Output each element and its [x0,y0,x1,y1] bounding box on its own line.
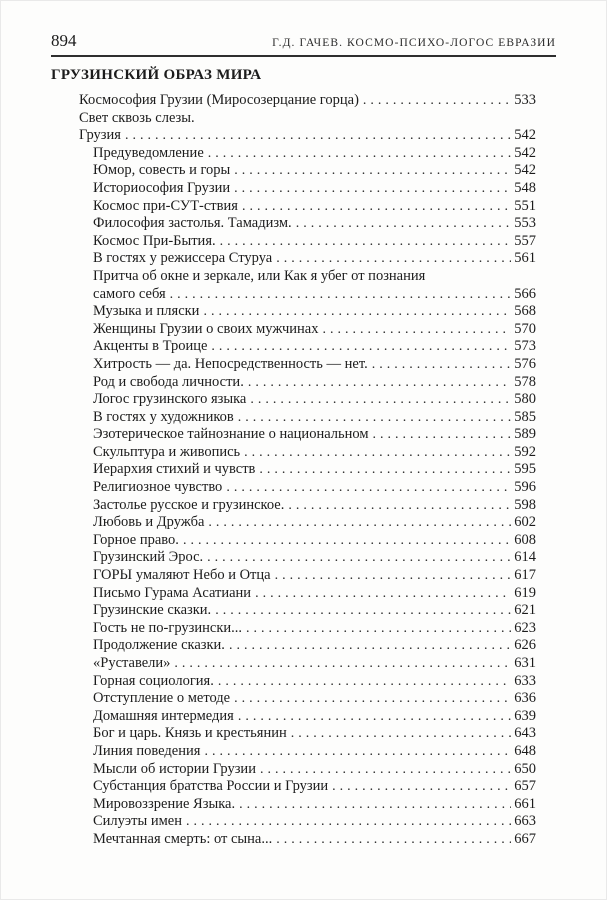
toc-entry-page: 633 [514,672,536,689]
toc-entry [51,761,536,779]
toc-leader-dots [248,374,511,392]
toc-entry-page: 667 [514,830,536,847]
toc-leader-dots [186,813,511,831]
toc-entry [51,690,536,708]
toc-entry [51,356,536,374]
toc-entry [51,461,536,479]
toc-entry [51,708,536,726]
toc-leader-dots [288,497,511,515]
toc-entry-title: Род и свобода личности. [93,373,244,390]
toc-entry [51,162,536,180]
toc-entry [51,725,536,743]
toc-entry [51,233,536,251]
toc-entry [51,585,536,603]
toc-entry-page: 650 [514,760,536,777]
toc-entry-title: Грузинские сказки. [93,602,212,619]
toc-leader-dots [208,145,511,163]
toc-entry-page: 657 [514,778,536,795]
toc-entry-title: Притча об окне и зеркале, или Как я убег от познания [93,267,426,284]
toc-leader-dots [125,127,511,145]
toc-leader-dots [244,444,511,462]
toc-entry-title: Космос при-СУТ-ствия [93,197,238,214]
toc-entry-title: Свет сквозь слезы. [79,109,195,126]
toc-entry-title: ГОРЫ умаляют Небо и Отца [93,567,271,584]
toc-leader-dots [246,620,511,638]
toc-leader-dots [234,162,511,180]
toc-entry-title: Мировоззрение Языка. [93,795,236,812]
toc-entry [51,813,536,831]
toc-entry-title: Любовь и Дружба [93,514,205,531]
toc-entry-page: 626 [514,637,536,654]
toc-entry [51,655,536,673]
toc-entry-title: Мысли об истории Грузии [93,760,256,777]
toc-leader-dots [234,180,511,198]
toc-entry [51,567,536,585]
toc-entry-title: Философия застолья. Тамадизм. [93,215,292,232]
toc-entry [51,444,536,462]
toc-leader-dots [275,567,512,585]
toc-entry-page: 580 [514,391,536,408]
toc-entry-page: 661 [514,795,536,812]
toc-leader-dots [229,637,511,655]
toc-entry-page: 592 [514,443,536,460]
toc-entry-title: Грузия [79,127,121,144]
toc-entry-title: Историософия Грузии [93,179,231,196]
toc-entry-page: 621 [514,602,536,619]
toc-leader-dots [239,796,511,814]
toc-entry-title: Женщины Грузии о своих мужчинах [93,320,319,337]
toc-entry [51,602,536,620]
toc-leader-dots [211,338,511,356]
toc-entry-page: 576 [514,355,536,372]
toc-entry [51,110,536,128]
toc-entry-page: 568 [514,303,536,320]
toc-leader-dots [203,303,511,321]
toc-leader-dots [242,198,511,216]
toc-entry-page: 548 [514,179,536,196]
toc-entry-title: Отступление о методе [93,690,231,707]
toc-leader-dots [260,761,511,779]
toc-entry-title: Горное право. [93,531,179,548]
toc-entry-title: Субстанция братства России и Грузии [93,778,329,795]
toc-leader-dots [255,585,511,603]
toc-entry-page: 589 [514,426,536,443]
toc-entry [51,127,536,145]
toc-leader-dots [170,286,512,304]
toc-leader-dots [204,743,511,761]
toc-entry-page: 551 [514,197,536,214]
toc-entry-title: Эзотерическое тайнознание о национальном [93,426,369,443]
toc-leader-dots [276,250,511,268]
toc-entry-title: Скульптура и живопись [93,443,241,460]
toc-entry [51,321,536,339]
toc-entry [51,673,536,691]
toc-entry-page: 636 [514,690,536,707]
toc-entry-title: Акценты в Троице [93,338,208,355]
page-number: 894 [51,31,77,50]
toc-entry-page: 542 [514,162,536,179]
section-heading: ГРУЗИНСКИЙ ОБРАЗ МИРА [51,67,262,83]
toc-entry-title: Домашняя интермедия [93,707,234,724]
toc-entry-title: В гостях у режиссера Стуруа [93,250,273,267]
toc-entry-title: Музыка и пляски [93,303,200,320]
toc-leader-dots [174,655,511,673]
toc-entry [51,532,536,550]
page-header [51,31,556,51]
toc-leader-dots [373,426,512,444]
toc-leader-dots [363,92,511,110]
toc-leader-dots [218,673,511,691]
toc-entry [51,215,536,233]
toc-entry-page: 617 [514,567,536,584]
toc-entry-page: 573 [514,338,536,355]
toc-entry [51,637,536,655]
toc-entry-page: 643 [514,725,536,742]
toc-leader-dots [323,321,512,339]
toc-entry-title: Мечтанная смерть: от сына... [93,830,273,847]
toc-leader-dots [276,831,511,849]
toc-leader-dots [220,233,512,251]
toc-entry-title: Хитрость — да. Непосредственность — нет. [93,355,368,372]
toc-leader-dots [208,514,511,532]
toc-entry-title: Предуведомление [93,144,204,161]
toc-entry-title: Космософия Грузии (Миросозерцание горца) [79,92,359,108]
toc-entry [51,374,536,392]
toc-leader-dots [226,479,511,497]
toc-entry-title: Силуэты имен [93,813,182,830]
toc-entry [51,479,536,497]
toc-entry [51,180,536,198]
toc-entry-title: Гость не по-грузински... [93,619,243,636]
toc-entry-title: Продолжение сказки. [93,637,225,654]
toc-entry-page: 557 [514,232,536,249]
toc-entry-page: 648 [514,742,536,759]
toc-entry-page: 602 [514,514,536,531]
toc-leader-dots [296,215,512,233]
toc-entry-title: Бог и царь. Князь и крестьянин [93,725,287,742]
toc-entry [51,778,536,796]
toc-entry [51,268,536,286]
toc-entry [51,514,536,532]
running-title: Г.Д. ГАЧЕВ. КОСМО-ПСИХО-ЛОГОС ЕВРАЗИИ [272,37,556,49]
toc-entry-title: самого себя [93,285,166,302]
toc-entry-title: Логос грузинского языка [93,391,247,408]
toc-entry [51,286,536,304]
toc-entry-page: 608 [514,531,536,548]
toc-entry-page: 623 [514,619,536,636]
toc-entry [51,198,536,216]
toc-leader-dots [234,690,511,708]
toc-entry-title: Космос При-Бытия. [93,232,216,249]
toc-entry-page: 619 [514,584,536,601]
toc-entry-title: Иерархия стихий и чувств [93,461,256,478]
toc-leader-dots [207,549,511,567]
toc-entry-page: 570 [514,320,536,337]
toc-entry-page: 585 [514,408,536,425]
toc-entry-page: 542 [514,127,536,144]
toc-leader-dots [215,602,511,620]
toc-entry-page: 533 [514,92,536,108]
toc-entry [51,409,536,427]
toc-leader-dots [238,708,511,726]
toc-entry-page: 553 [514,215,536,232]
toc-entry [51,92,536,110]
toc-entry-page: 663 [514,813,536,830]
toc-entry-title: Застолье русское и грузинское. [93,496,285,513]
toc-entry-page: 542 [514,144,536,161]
toc-entry [51,391,536,409]
toc-entry [51,250,536,268]
toc-entry-title: Грузинский Эрос. [93,549,204,566]
toc-entry [51,497,536,515]
toc-leader-dots [250,391,511,409]
toc-entry-title: В гостях у художников [93,408,234,425]
toc-entry-page: 561 [514,250,536,267]
toc-entry-title: Горная социология. [93,672,214,689]
toc-entry-page: 596 [514,479,536,496]
toc-entry-title: Юмор, совесть и горы [93,162,231,179]
toc-entry [51,743,536,761]
header-rule [51,55,556,57]
toc-leader-dots [372,356,512,374]
toc-entry [51,303,536,321]
toc-entry [51,338,536,356]
toc-entry-page: 595 [514,461,536,478]
toc [51,92,536,849]
toc-entry-title: Линия поведения [93,742,201,759]
toc-leader-dots [259,461,511,479]
toc-entry-page: 631 [514,655,536,671]
toc-entry [51,796,536,814]
toc-entry-page: 598 [514,496,536,513]
toc-entry-title: «Руставели» [93,655,171,671]
toc-entry-page: 614 [514,549,536,566]
toc-entry-page: 578 [514,373,536,390]
toc-entry [51,145,536,163]
toc-entry-page: 639 [514,707,536,724]
toc-leader-dots [291,725,512,743]
toc-entry-page: 566 [514,285,536,302]
page-content [51,1,556,849]
toc-entry-title: Письмо Гурама Асатиани [93,584,252,601]
toc-leader-dots [332,778,511,796]
toc-entry [51,426,536,444]
toc-entry [51,831,536,849]
toc-entry [51,549,536,567]
toc-leader-dots [183,532,511,550]
toc-leader-dots [238,409,512,427]
toc-entry [51,620,536,638]
toc-entry-title: Религиозное чувство [93,479,223,496]
